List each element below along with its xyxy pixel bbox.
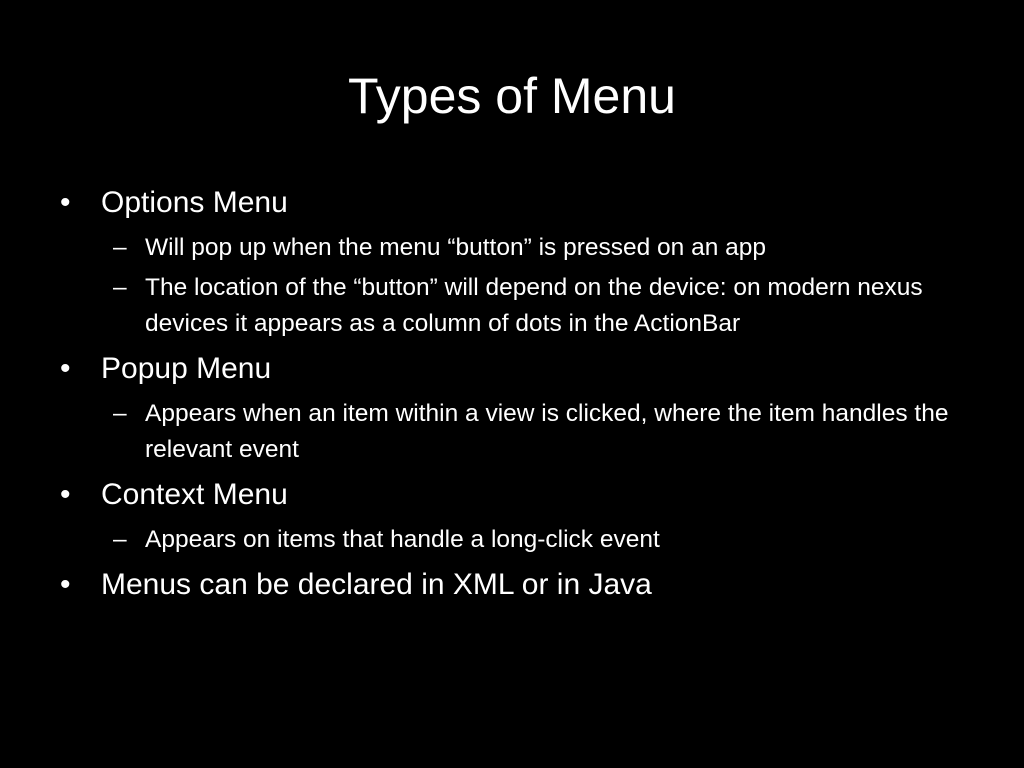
- bullet-icon: •: [60, 568, 71, 601]
- sub-list-item-text: The location of the “button” will depend on the device: on modern nexus devices it appears as a column of dots in the ActionBar: [145, 274, 923, 337]
- sub-list: [60, 396, 980, 468]
- slide-title: Types of Menu: [348, 68, 676, 124]
- list-item-text: Context Menu: [101, 478, 288, 511]
- dash-icon: –: [113, 400, 127, 427]
- dash-icon: –: [113, 234, 127, 261]
- bullet-icon: •: [60, 478, 71, 511]
- list-item: [60, 184, 980, 222]
- sub-list-item-text: Appears when an item within a view is clicked, where the item handles the relevant event: [145, 400, 949, 463]
- list-item: [60, 350, 980, 388]
- sub-list-item: [101, 522, 980, 558]
- list-item: [60, 476, 980, 514]
- list-item: [60, 566, 980, 604]
- dash-icon: –: [113, 274, 127, 301]
- sub-list: [60, 522, 980, 558]
- list-item-text: Popup Menu: [101, 352, 272, 385]
- sub-list-item-text: Will pop up when the menu “button” is pressed on an app: [145, 234, 767, 261]
- sub-list-item: [101, 270, 980, 342]
- list-item-text: Menus can be declared in XML or in Java: [101, 568, 652, 601]
- sub-list: [60, 230, 980, 342]
- sub-list-item: [101, 396, 980, 468]
- sub-list-item: [101, 230, 980, 266]
- bullet-icon: •: [60, 186, 71, 219]
- bullet-icon: •: [60, 352, 71, 385]
- dash-icon: –: [113, 526, 127, 553]
- bullet-list: [60, 184, 980, 612]
- list-item-text: Options Menu: [101, 186, 288, 219]
- sub-list-item-text: Appears on items that handle a long-click event: [145, 526, 660, 553]
